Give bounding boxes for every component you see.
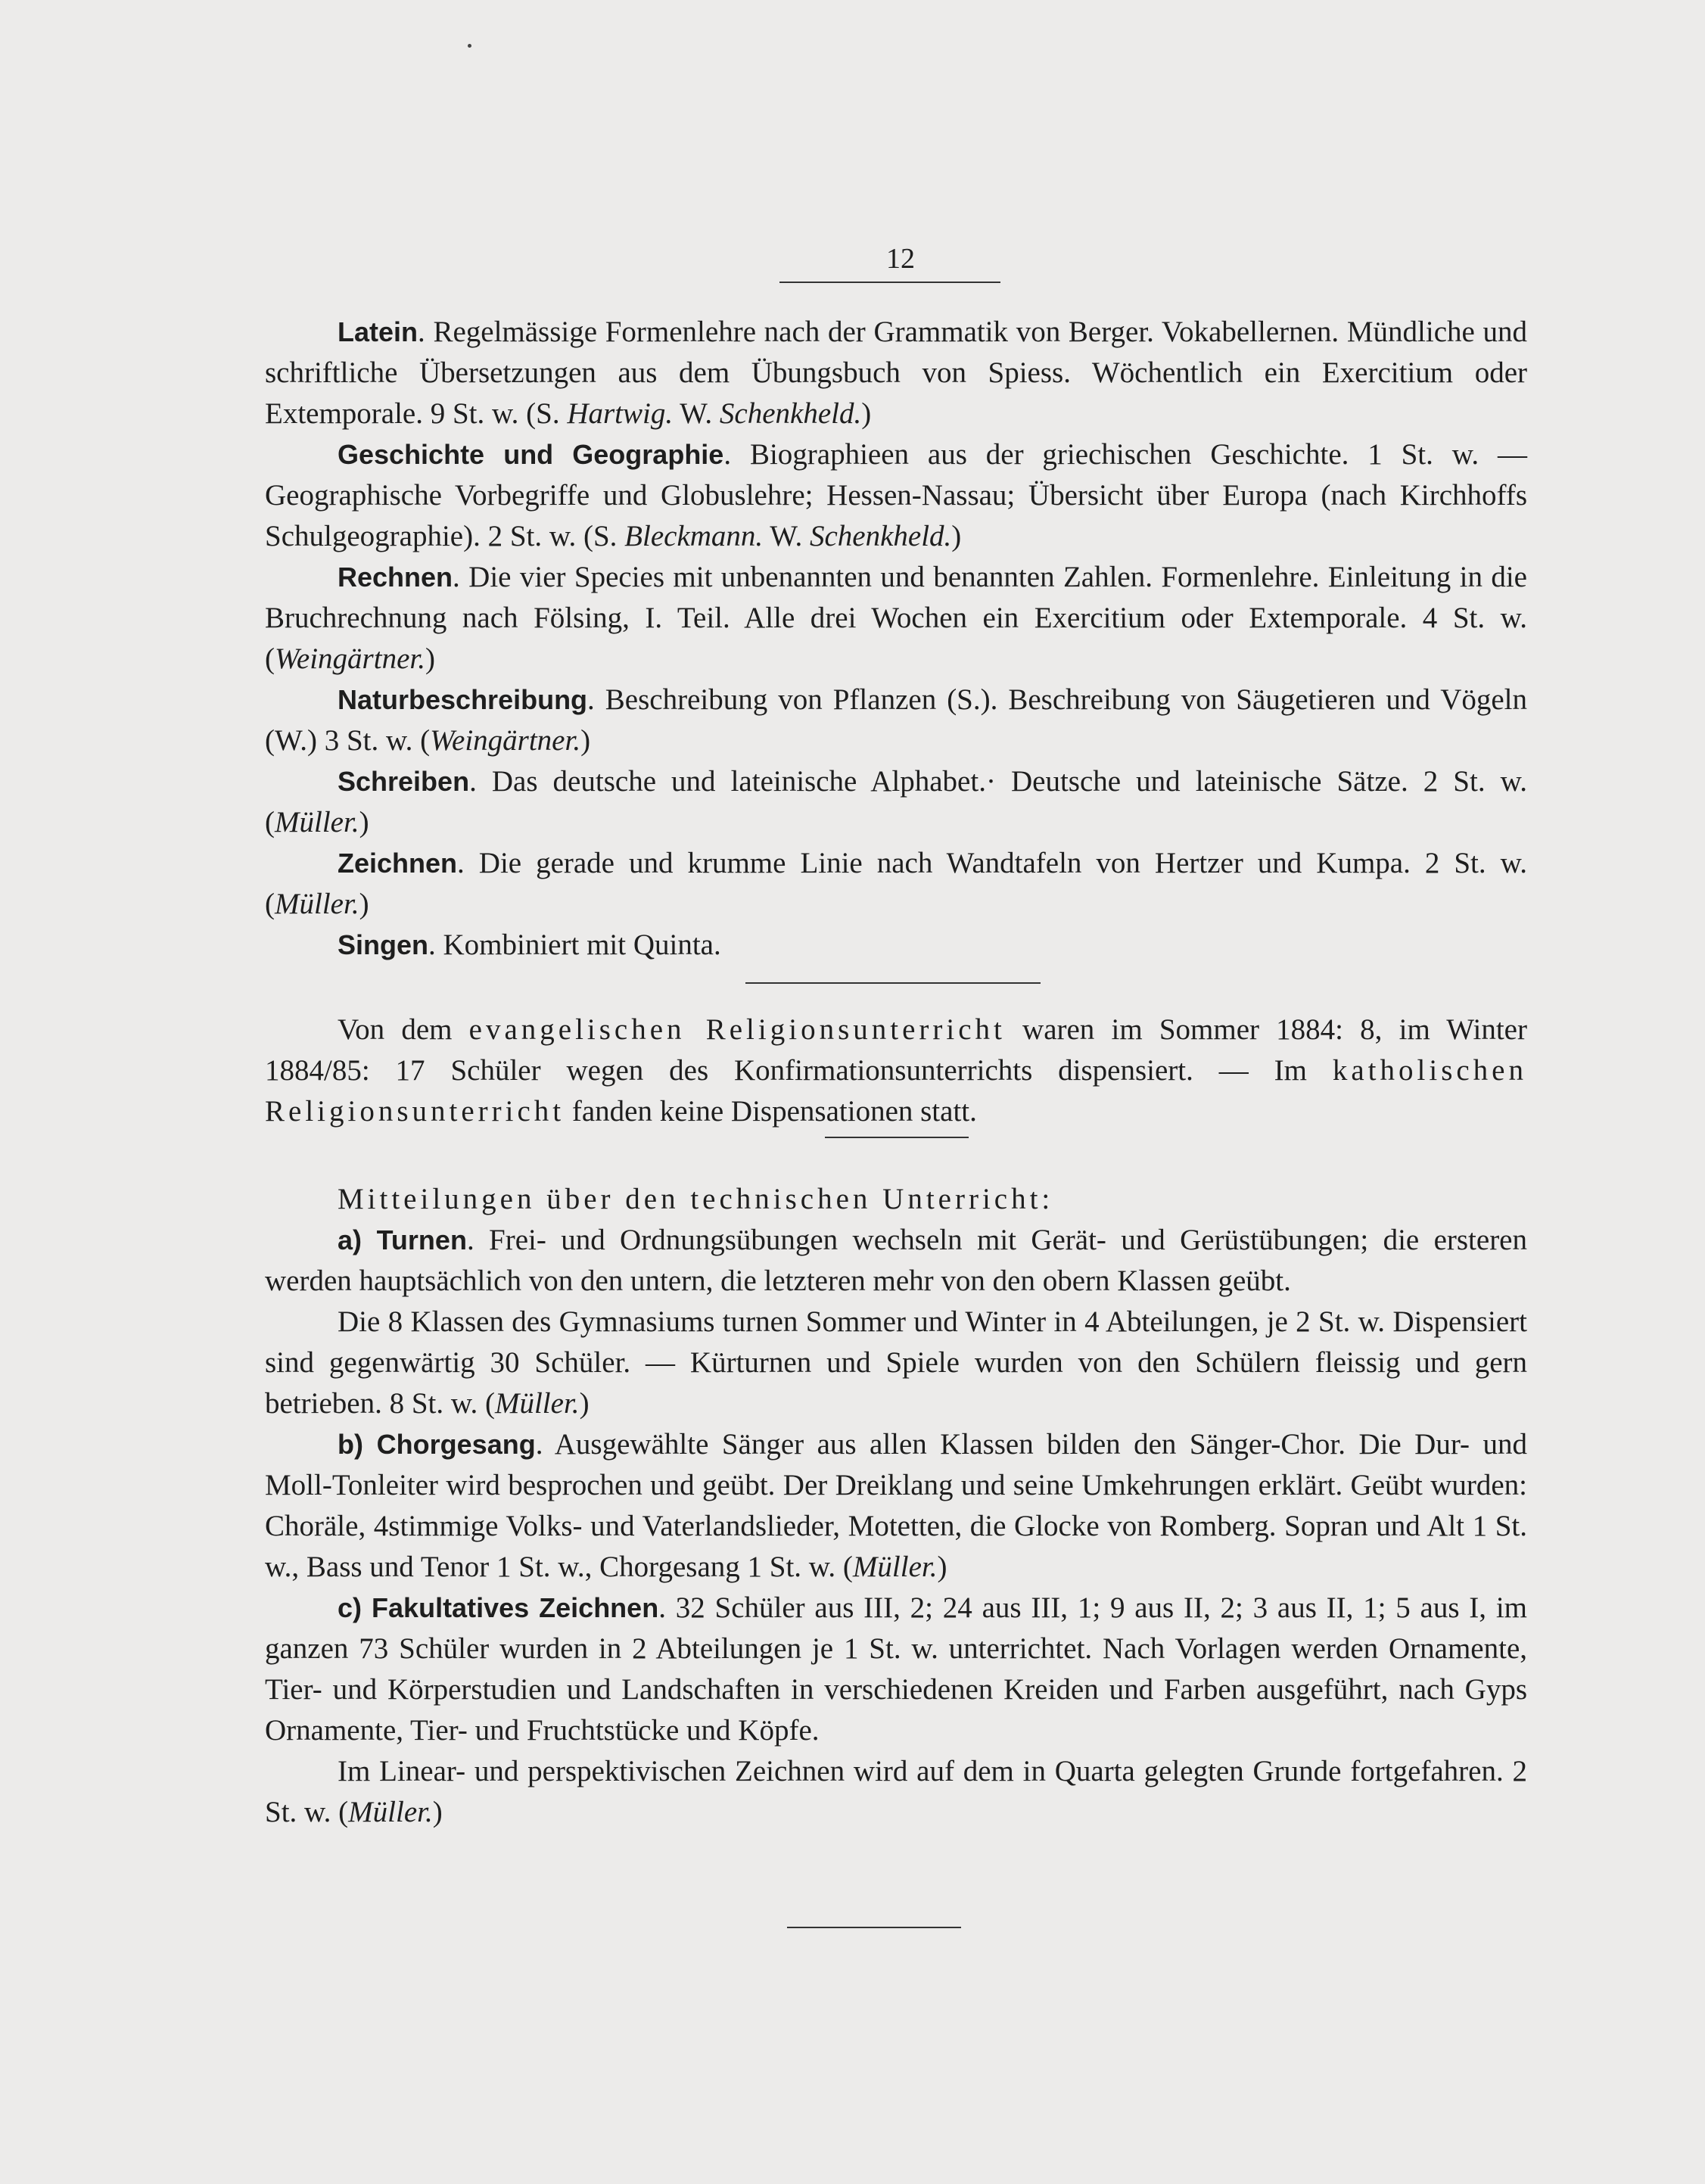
subsection-heading: a) Turnen <box>338 1224 467 1255</box>
section-heading: Zeichnen <box>338 848 458 879</box>
turnen-paragraph: a) Turnen. Frei- und Ordnungsübungen wechseln mit Gerät- und Gerüstübungen; die ersteren werden hauptsächlich von den untern, die letzteren mehr von den obern Klassen geübt. <box>265 1224 1527 1297</box>
section-rechnen: Rechnen. Die vier Species mit unbenannten und benannten Zahlen. Formenlehre. Einleitung in die Bruchrechnung nach Fölsing, I. Teil. Alle drei Wochen ein Exercitium oder Extemporale. 4 St. w. (Weingärtner.) <box>265 561 1527 675</box>
end-rule <box>787 1927 961 1928</box>
page-number-rule <box>779 282 1000 283</box>
section-naturbeschreibung: Naturbeschreibung. Beschreibung von Pflanzen (S.). Beschreibung von Säugetieren und Vögeln (W.) 3 St. w. (Weingärtner.) <box>265 683 1527 757</box>
main-text <box>265 312 1527 1833</box>
section-heading: Latein <box>338 316 418 347</box>
section-heading: Naturbeschreibung <box>338 684 588 715</box>
section-heading: Geschichte und Geographie <box>338 439 724 470</box>
technical-heading: Mitteilungen über den technischen Unterricht: <box>338 1183 1054 1215</box>
linear-paragraph: Im Linear- und perspektivischen Zeichnen wird auf dem in Quarta gelegten Grunde fortgefahren. 2 St. w. (Müller.) <box>265 1755 1527 1828</box>
section-heading: Singen <box>338 929 429 960</box>
section-zeichnen: Zeichnen. Die gerade und krumme Linie nach Wandtafeln von Hertzer und Kumpa. 2 St. w. (Müller.) <box>265 847 1527 920</box>
section-latein: Latein. Regelmässige Formenlehre nach der Grammatik von Berger. Vokabellernen. Mündliche und schriftliche Übersetzungen aus dem Übungsbuch von Spiess. Wöchentlich ein Exercitium oder Extemporale. 9 St. w. (S. Hartwig. W. Schenkheld.) <box>265 316 1527 430</box>
religion-paragraph: Von dem evangelischen Religionsunterricht waren im Sommer 1884: 8, im Winter 1884/85: 17 Schüler wegen des Konfirmationsunterrichts dispensiert. — Im katholischen Religionsunterricht fanden keine Dispensationen statt. <box>265 1013 1527 1128</box>
section-divider-rule <box>745 982 1041 984</box>
speck-mark <box>468 44 471 48</box>
paragraph-divider-rule <box>825 1137 969 1138</box>
section-geschichte: Geschichte und Geographie. Biographieen aus der griechischen Geschichte. 1 St. w. — Geographische Vorbegriffe und Globuslehre; Hessen-Nassau; Übersicht über Europa (nach Kirchhoffs Schulgeographie). 2 St. w. (S. Bleckmann. W. Schenkheld.) <box>265 438 1527 552</box>
page-number: 12 <box>886 243 915 275</box>
subsection-heading: c) Fakultatives Zeichnen <box>338 1592 659 1623</box>
section-singen: Singen. Kombiniert mit Quinta. <box>338 929 721 961</box>
subsection-heading: b) Chorgesang <box>338 1429 536 1460</box>
zeichnen-paragraph: c) Fakultatives Zeichnen. 32 Schüler aus III, 2; 24 aus III, 1; 9 aus II, 2; 3 aus II, 1; 5 aus I, im ganzen 73 Schüler wurden in 2 Abteilungen je 1 St. w. unterrichtet. Nach Vorlagen werden Ornamente, Tier- und Körperstudien und Landschaften in verschiedenen Kreiden und Farben ausgeführt, nach Gyps Ornamente, Tier- und Fruchtstücke und Köpfe. <box>265 1591 1527 1747</box>
chorgesang-paragraph: b) Chorgesang. Ausgewählte Sänger aus allen Klassen bilden den Sänger-Chor. Die Dur- und Moll-Tonleiter wird besprochen und geübt. Der Dreiklang und seine Umkehrungen erklärt. Geübt wurden: Choräle, 4stimmige Volks- und Vaterlandslieder, Motetten, die Glocke von Romberg. Sopran und Alt 1 St. w., Bass und Tenor 1 St. w., Chorgesang 1 St. w. (Müller.) <box>265 1428 1527 1583</box>
turnen-paragraph-2: Die 8 Klassen des Gymnasiums turnen Sommer und Winter in 4 Abteilungen, je 2 St. w. Dispensiert sind gegenwärtig 30 Schüler. — Kürturnen und Spiele wurden von den Schülern fleissig und gern betrieben. 8 St. w. (Müller.) <box>265 1305 1527 1420</box>
section-heading: Schreiben <box>338 766 470 797</box>
section-heading: Rechnen <box>338 562 453 593</box>
section-schreiben: Schreiben. Das deutsche und lateinische Alphabet.· Deutsche und lateinische Sätze. 2 St. w. (Müller.) <box>265 765 1527 838</box>
